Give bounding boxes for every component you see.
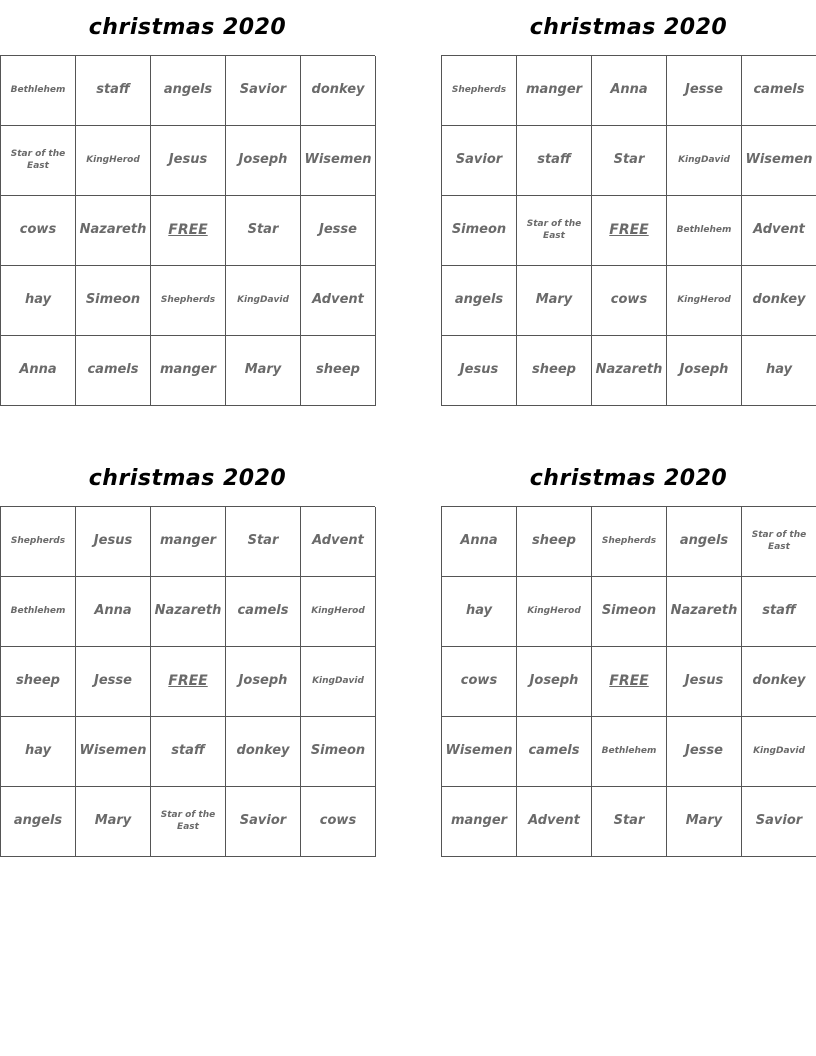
bingo-cell: sheep xyxy=(517,507,592,577)
bingo-cell: hay xyxy=(442,577,517,647)
bingo-cell: Jesus xyxy=(442,336,517,406)
bingo-cell: KingHerod xyxy=(517,577,592,647)
bingo-cell: KingDavid xyxy=(301,647,376,717)
bingo-card-4 xyxy=(441,451,816,857)
bingo-cell: staff xyxy=(517,126,592,196)
bingo-cell: Shepherds xyxy=(592,507,667,577)
bingo-card-1 xyxy=(0,0,375,406)
bingo-cell: Star of the East xyxy=(517,196,592,266)
card-title: christmas 2020 xyxy=(88,15,287,40)
bingo-cell: KingHerod xyxy=(667,266,742,336)
bingo-cell: Mary xyxy=(517,266,592,336)
bingo-cell: Advent xyxy=(742,196,816,266)
bingo-cell: Shepherds xyxy=(442,56,517,126)
bingo-cell: Star xyxy=(592,787,667,857)
bingo-cell: Jesus xyxy=(151,126,226,196)
bingo-grid xyxy=(441,55,816,406)
bingo-cell: Bethlehem xyxy=(1,56,76,126)
bingo-cell: sheep xyxy=(517,336,592,406)
bingo-card-2 xyxy=(441,0,816,406)
bingo-cell: Star of the East xyxy=(1,126,76,196)
bingo-cell: staff xyxy=(742,577,816,647)
bingo-cell: manger xyxy=(151,507,226,577)
bingo-cell: donkey xyxy=(742,266,816,336)
card-title: christmas 2020 xyxy=(88,466,287,491)
bingo-cell: angels xyxy=(1,787,76,857)
bingo-cell: KingDavid xyxy=(667,126,742,196)
bingo-cell: manger xyxy=(517,56,592,126)
bingo-cell: Nazareth xyxy=(76,196,151,266)
bingo-cell: Bethlehem xyxy=(592,717,667,787)
bingo-cell: Star xyxy=(226,507,301,577)
bingo-cell: Star xyxy=(226,196,301,266)
bingo-cell: Simeon xyxy=(592,577,667,647)
bingo-cell: camels xyxy=(76,336,151,406)
free-space-cell: FREE xyxy=(151,196,226,266)
bingo-cell: KingHerod xyxy=(76,126,151,196)
bingo-cell: Simeon xyxy=(442,196,517,266)
bingo-cell: Jesse xyxy=(301,196,376,266)
bingo-cell: manger xyxy=(151,336,226,406)
bingo-cell: angels xyxy=(442,266,517,336)
bingo-cell: Advent xyxy=(301,507,376,577)
bingo-cell: Star xyxy=(592,126,667,196)
card-title: christmas 2020 xyxy=(529,15,728,40)
bingo-cell: Wisemen xyxy=(301,126,376,196)
bingo-cell: cows xyxy=(442,647,517,717)
bingo-cell: angels xyxy=(151,56,226,126)
bingo-cell: Advent xyxy=(301,266,376,336)
bingo-cell: Jesse xyxy=(667,56,742,126)
bingo-cell: Advent xyxy=(517,787,592,857)
bingo-cell: Star of the East xyxy=(151,787,226,857)
bingo-cell: Simeon xyxy=(301,717,376,787)
bingo-cell: donkey xyxy=(226,717,301,787)
bingo-cell: angels xyxy=(667,507,742,577)
bingo-cell: Bethlehem xyxy=(667,196,742,266)
bingo-cell: camels xyxy=(517,717,592,787)
bingo-cell: hay xyxy=(1,717,76,787)
bingo-cell: Anna xyxy=(1,336,76,406)
bingo-cell: Anna xyxy=(76,577,151,647)
bingo-cell: Nazareth xyxy=(667,577,742,647)
bingo-cell: Savior xyxy=(226,787,301,857)
bingo-cell: KingHerod xyxy=(301,577,376,647)
bingo-cell: Shepherds xyxy=(151,266,226,336)
bingo-cell: camels xyxy=(226,577,301,647)
bingo-cell: Joseph xyxy=(517,647,592,717)
bingo-cell: Wisemen xyxy=(742,126,816,196)
bingo-cell: Nazareth xyxy=(151,577,226,647)
bingo-cell: Wisemen xyxy=(442,717,517,787)
bingo-cell: camels xyxy=(742,56,816,126)
bingo-cell: Savior xyxy=(226,56,301,126)
bingo-cell: Jesse xyxy=(76,647,151,717)
bingo-cell: donkey xyxy=(301,56,376,126)
bingo-cell: Anna xyxy=(592,56,667,126)
bingo-cell: Mary xyxy=(226,336,301,406)
bingo-cell: staff xyxy=(151,717,226,787)
bingo-cell: hay xyxy=(742,336,816,406)
bingo-cell: Mary xyxy=(667,787,742,857)
bingo-cell: Savior xyxy=(442,126,517,196)
bingo-cell: cows xyxy=(301,787,376,857)
bingo-cell: Joseph xyxy=(226,126,301,196)
bingo-cell: cows xyxy=(592,266,667,336)
bingo-cell: Joseph xyxy=(667,336,742,406)
bingo-cell: Joseph xyxy=(226,647,301,717)
bingo-cell: KingDavid xyxy=(226,266,301,336)
bingo-cell: Savior xyxy=(742,787,816,857)
bingo-cell: hay xyxy=(1,266,76,336)
bingo-grid xyxy=(0,506,375,857)
bingo-cell: sheep xyxy=(1,647,76,717)
free-space-cell: FREE xyxy=(592,196,667,266)
bingo-cell: sheep xyxy=(301,336,376,406)
bingo-card-3 xyxy=(0,451,375,857)
bingo-cell: manger xyxy=(442,787,517,857)
bingo-cell: KingDavid xyxy=(742,717,816,787)
bingo-cell: Shepherds xyxy=(1,507,76,577)
bingo-cell: Jesse xyxy=(667,717,742,787)
bingo-cell: Star of the East xyxy=(742,507,816,577)
bingo-cell: Mary xyxy=(76,787,151,857)
free-space-cell: FREE xyxy=(151,647,226,717)
bingo-grid xyxy=(0,55,375,406)
bingo-cell: donkey xyxy=(742,647,816,717)
bingo-cell: cows xyxy=(1,196,76,266)
bingo-grid xyxy=(441,506,816,857)
bingo-cell: Jesus xyxy=(667,647,742,717)
bingo-cell: Bethlehem xyxy=(1,577,76,647)
bingo-cell: staff xyxy=(76,56,151,126)
card-title: christmas 2020 xyxy=(529,466,728,491)
bingo-cell: Jesus xyxy=(76,507,151,577)
bingo-cell: Wisemen xyxy=(76,717,151,787)
bingo-cell: Nazareth xyxy=(592,336,667,406)
bingo-cell: Simeon xyxy=(76,266,151,336)
free-space-cell: FREE xyxy=(592,647,667,717)
bingo-cell: Anna xyxy=(442,507,517,577)
